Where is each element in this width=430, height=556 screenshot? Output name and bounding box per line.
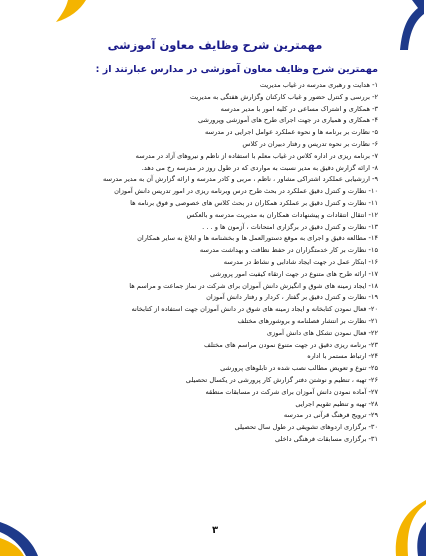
duty-item: ۱۲- انتقال انتقادات و پیشنهادات همکاران به مدیریت مدرسه و بالعکس — [186, 210, 378, 219]
duty-item: ۱۱- نظارت و کنترل دقیق بر عملکرد همکاران در بحث کلاس های خصوصی و فوق برنامه ها — [130, 198, 378, 207]
duty-item: ۱۳- نظارت و کنترل دقیق در برگزاری امتحانات ، آزمون ها و . . . — [202, 222, 378, 231]
duty-item: ۱۶- ابتکار عمل در جهت ایجاد شادابی و نشاط در مدرسه — [223, 257, 378, 266]
duty-item: ۹- ارزشیابی عملکرد اشتراکی مشاور ، ناظم ، مربی و کادر مدرسه و ارائه گزارش آن به مدیر مدرسه — [102, 175, 378, 184]
duty-item: ۴- همکاری و همیاری در جهت اجرای طرح های آموزشی وپرورشی — [197, 116, 378, 125]
duty-item: ۱۰- نظارت و کنترل دقیق عملکرد در بحث طرح درس وبرنامه ریزی در امور تدریس دانش آموزان — [114, 187, 378, 196]
section-subtitle: مهمترین شرح وظایف معاون آموزشی در مدارس عبارتند از : — [95, 64, 378, 75]
page-number: ۳ — [211, 525, 219, 536]
duty-item: ۱- هدایت و رهبری مدرسه در غیاب مدیریت — [259, 81, 378, 89]
duty-item: ۲۷- آماده نمودن دانش آموزان برای شرکت در مسابقات منطقه — [205, 387, 378, 396]
duty-item: ۲۶- تهیه ، تنظیم و نوشتن دفتر گزارش کار پرورشی در یکسال تحصیلی — [185, 375, 378, 384]
duty-item: ۲۱- نظارت بر انتشار فصلنامه و بروشورهای مختلف — [237, 316, 378, 325]
duty-item: ۲۲- فعال نمودن تشکل های دانش آموزی — [266, 328, 378, 337]
duty-item: ۳۰- برگزاری اردوهای تشویقی در طول سال تحصیلی — [234, 423, 378, 432]
duty-item: ۲۳- برنامه ریزی دقیق در جهت متنوع نمودن مراسم های مختلف — [204, 340, 378, 349]
duty-item: ۵- نظارت بر برنامه ها و نحوه عملکرد عوامل اجرایی در مدرسه — [204, 128, 378, 137]
decorative-yellow-corner-top-left — [46, 0, 86, 22]
duty-item: ۲۹- ترویج فرهنگ قرآنی در مدرسه — [283, 411, 378, 420]
duty-item: ۸- ارائه گزارش دقیق به مدیر نسبت به مواردی که در طول روز در مدرسه رخ می دهد. — [141, 163, 378, 172]
duty-item: ۲۴- ارتباط مستمر با اداره — [307, 352, 378, 361]
duty-item: ۱۴- مطالعه دقیق و اجرای به موقع دستورالعمل ها و بخشنامه ها و ابلاغ به سایر همکاران — [137, 234, 378, 243]
page-title: مهمترین شرح وظایف معاون آموزشی — [107, 38, 323, 52]
duty-item: ۱۷- ارائه طرح های متنوع در جهت ارتقاء کیفیت امور پرورشی — [209, 269, 378, 278]
duty-item: ۳- همکاری و اشتراک مساعی در کلیه امور با مدیر مدرسه — [220, 104, 378, 113]
duty-item: ۱۸- ایجاد زمینه های شوق و انگیزش دانش آموزان برای شرکت در نماز جماعت و مراسم ها — [129, 281, 378, 290]
duty-item: ۱۹- نظارت و کنترل دقیق بر گفتار ، کردار و رفتار دانش آموزان — [206, 293, 378, 302]
duty-item: ۲۵- تنوع و تعویض مطالب نصب شده در تابلوهای پرورشی — [220, 364, 378, 373]
duty-item: ۲۸- تهیه و تنظیم تقویم اجرایی — [295, 399, 378, 408]
duty-item: ۶- نظارت بر نحوه تدریس و رفتار دبیران در کلاس — [242, 139, 378, 148]
duty-item: ۲- بررسی و کنترل حضور و غیاب کارکنان وگزارش هفتگی به مدیریت — [189, 92, 378, 101]
duty-item: ۱۵- نظارت بر کار خدمتگزاران در حفظ نظافت و بهداشت مدرسه — [199, 246, 378, 255]
duty-item: ۳۱- برگزاری مسابقات فرهنگی داخلی — [274, 434, 378, 443]
duty-item: ۲۰- فعال نمودن کتابخانه و ایجاد زمینه های شوق در دانش آموزان جهت استفاده از کتابخانه — [131, 305, 378, 314]
duties-list — [38, 80, 378, 446]
duty-item: ۷- برنامه ریزی در اداره کلاس در غیاب معلم با استفاده از ناظم و نیروهای آزاد در مدرسه — [135, 151, 378, 160]
